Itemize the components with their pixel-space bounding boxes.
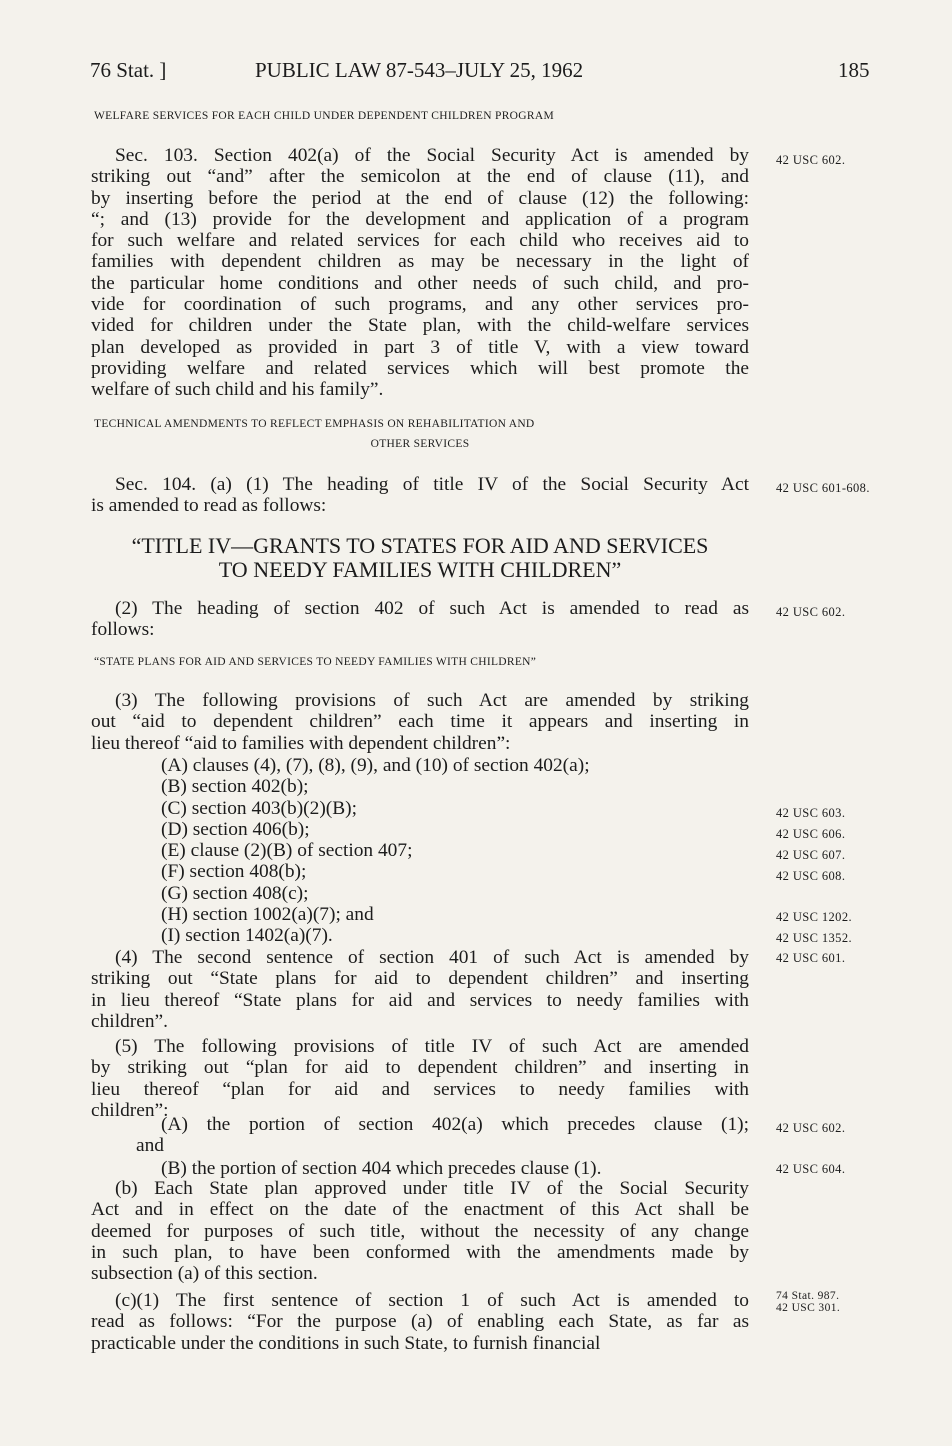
text-line: plan developed as provided in part 3 of title V, with a view toward xyxy=(91,336,749,358)
title-iv-line: “TITLE IV—GRANTS TO STATES FOR AID AND SERVICES xyxy=(131,533,709,558)
margin-note: 74 Stat. 987. xyxy=(776,1290,840,1302)
list-item: (A) clauses (4), (7), (8), (9), and (10) of section 402(a); xyxy=(161,755,590,776)
text-line: (b) Each State plan approved under title IV of the Social Security xyxy=(115,1178,749,1199)
sec104-heading-line1: TECHNICAL AMENDMENTS TO REFLECT EMPHASIS ON REHABILITATION AND xyxy=(94,418,535,430)
text-line: striking out “State plans for aid to dependent children” and inserting xyxy=(91,968,749,990)
margin-note: 42 USC 601-608. xyxy=(776,481,870,495)
text-line: (c)(1) The first sentence of section 1 of such Act is amended to xyxy=(115,1290,749,1311)
text-line: the particular home conditions and other needs of such child, and pro- xyxy=(91,272,749,294)
text-line: (4) The second sentence of section 401 of such Act is amended by xyxy=(115,947,749,968)
margin-note: 42 USC 603. xyxy=(776,806,846,820)
text-line: by striking out “plan for aid to dependent children” and inserting in xyxy=(91,1057,749,1079)
title-iv-heading xyxy=(91,534,749,582)
para-5 xyxy=(91,1036,749,1121)
text-line: children”. xyxy=(91,1010,168,1032)
title-iv-line: TO NEEDY FAMILIES WITH CHILDREN” xyxy=(218,557,622,582)
text-line: families with dependent children as may be necessary in the light of xyxy=(91,251,749,273)
text-line: follows: xyxy=(91,619,155,641)
sec104-intro xyxy=(91,474,749,517)
text-line: “; and (13) provide for the development and application of a program xyxy=(91,208,749,230)
para-c xyxy=(91,1290,749,1354)
text-line: (A) the portion of section 402(a) which precedes clause (1); xyxy=(161,1114,749,1135)
margin-note: 42 USC 608. xyxy=(776,869,846,883)
text-line: practicable under the conditions in such State, to furnish financial xyxy=(91,1332,601,1354)
text-line: (3) The following provisions of such Act are amended by striking xyxy=(115,690,749,711)
sec104-heading-line2: OTHER SERVICES xyxy=(370,438,470,450)
margin-note: 42 USC 602. xyxy=(776,605,846,619)
text-line: in such plan, to have been conformed with the amendments made by xyxy=(91,1241,749,1263)
margin-note: 42 USC 607. xyxy=(776,848,846,862)
margin-note: 42 USC 601. xyxy=(776,951,846,965)
text-line: read as follows: “For the purpose (a) of enabling each State, as far as xyxy=(91,1311,749,1333)
margin-note: 42 USC 1352. xyxy=(776,931,852,945)
list-item: (G) section 408(c); xyxy=(161,882,309,904)
text-line: out “aid to dependent children” each time it appears and inserting in xyxy=(91,711,749,733)
margin-note: 42 USC 604. xyxy=(776,1162,846,1176)
text-line: and xyxy=(136,1135,164,1157)
text-line: vide for coordination of such programs, and any other services pro- xyxy=(91,294,749,316)
text-line: vided for children under the State plan, with the child-welfare services xyxy=(91,315,749,337)
list-item: (E) clause (2)(B) of section 407; xyxy=(161,840,413,862)
text-line: for such welfare and related services for each child who receives aid to xyxy=(91,230,749,252)
text-line: Sec. 104. (a) (1) The heading of title IV of the Social Security Act xyxy=(115,474,749,495)
running-head-volume: 76 Stat. ] xyxy=(90,58,167,82)
list-item: (F) section 408(b); xyxy=(161,861,307,883)
para-4 xyxy=(91,947,749,1032)
list-item: (C) section 403(b)(2)(B); xyxy=(161,797,358,819)
list-item: (D) section 406(b); xyxy=(161,818,310,840)
text-line: in lieu thereof “State plans for aid and services to needy families with xyxy=(91,989,749,1011)
sec103-paragraph xyxy=(91,145,749,401)
margin-note: 42 USC 1202. xyxy=(776,910,852,924)
text-line: lieu thereof “aid to families with dependent children”: xyxy=(91,732,511,754)
state-plans-heading: “STATE PLANS FOR AID AND SERVICES TO NEEDY FAMILIES WITH CHILDREN” xyxy=(94,656,537,668)
para-3-items xyxy=(161,755,749,947)
page-number: 185 xyxy=(838,58,870,82)
margin-note: 42 USC 606. xyxy=(776,827,846,841)
text-line: is amended to read as follows: xyxy=(91,495,327,517)
text-line: (2) The heading of section 402 of such Act is amended to read as xyxy=(115,598,749,619)
text-line: welfare of such child and his family”. xyxy=(91,379,384,401)
para-3 xyxy=(91,690,749,754)
text-line: children”: xyxy=(91,1099,169,1121)
para-2 xyxy=(91,598,749,641)
text-line: providing welfare and related services which will best promote the xyxy=(91,357,749,379)
para-b xyxy=(91,1178,749,1284)
text-line: Act and in effect on the date of the enactment of this Act shall be xyxy=(91,1199,749,1221)
margin-note: 42 USC 602. xyxy=(776,1121,846,1135)
list-item: (I) section 1402(a)(7). xyxy=(161,925,333,947)
text-line: lieu thereof “plan for aid and services to needy families with xyxy=(91,1078,749,1100)
running-head-title: PUBLIC LAW 87-543–JULY 25, 1962 xyxy=(255,58,584,82)
list-item: (B) section 402(b); xyxy=(161,776,309,798)
margin-note: 42 USC 602. xyxy=(776,153,846,167)
text-line: (B) the portion of section 404 which precedes clause (1). xyxy=(161,1157,602,1179)
text-line: Sec. 103. Section 402(a) of the Social Security Act is amended by xyxy=(115,145,749,166)
margin-note: 42 USC 301. xyxy=(776,1302,841,1314)
sec103-heading: WELFARE SERVICES FOR EACH CHILD UNDER DEPENDENT CHILDREN PROGRAM xyxy=(94,110,554,122)
text-line: striking out “and” after the semicolon at the end of clause (11), and xyxy=(91,166,749,188)
text-line: (5) The following provisions of title IV of such Act are amended xyxy=(115,1036,749,1057)
text-line: subsection (a) of this section. xyxy=(91,1263,318,1285)
list-item: (H) section 1002(a)(7); and xyxy=(161,904,374,926)
text-line: by inserting before the period at the end of clause (12) the following: xyxy=(91,187,749,209)
para-5-items xyxy=(91,1114,749,1179)
text-line: deemed for purposes of such title, without the necessity of any change xyxy=(91,1220,749,1242)
